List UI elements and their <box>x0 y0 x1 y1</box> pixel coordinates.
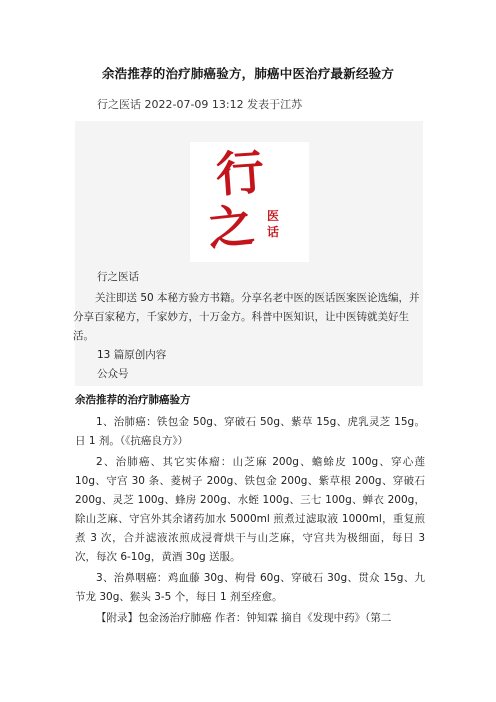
account-logo <box>190 142 309 262</box>
paragraph: 1、治肺癌：铁包金 50g、穿破石 50g、紫草 15g、虎乳灵芝 15g。日 1 剂。（《抗癌良方》） <box>75 416 425 447</box>
logo-char-2: 之 <box>205 197 257 257</box>
article-title: 余浩推荐的治疗肺癌验方，肺癌中医治疗最新经验方 <box>101 66 395 81</box>
account-description: 关注即送 50 本秘方验方书籍。分享名老中医的医话医案医论选编，并分享百家秘方，千家妙方，十万金方。科普中医知识，让中医铸就美好生活。 <box>73 292 420 342</box>
paragraph: 2、治肺癌、其它实体瘤：山芝麻 200g、蟾蜍皮 100g、穿心莲 10g、守宫 30 条、菱树子 200g、铁包金 200g、紫草根 200g、穿破石 200g、灵芝 100g、蜂房 200g、水蛭 100g、三七 100g、蝉衣 200g，除山芝麻、守宫外其余诸药加水 5000ml 煎煮过滤取液 1000ml，重复煎煮 3 次，合并滤液浓煎成浸膏烘干与山芝麻，守宫共为极细面，每日 3 次，每次 6-10g，黄酒 30g 送服。 <box>75 456 425 563</box>
article-meta[interactable]: 行之医话 2022-07-09 13:12 发表于江苏 <box>97 98 303 111</box>
article-body <box>75 391 425 628</box>
logo-char-1: 行 <box>214 144 266 204</box>
paragraph: 【附录】包金汤治疗肺癌 作者：钟知霖 摘自《发现中药》（第二 <box>96 612 392 624</box>
logo-small-text: 医话 <box>267 209 280 239</box>
account-name[interactable]: 行之医话 <box>97 271 139 283</box>
account-stats: 13 篇原创内容 <box>97 349 167 361</box>
section-heading: 余浩推荐的治疗肺癌验方 <box>75 394 191 406</box>
paragraph: 3、治鼻咽癌：鸡血藤 30g、枸骨 60g、穿破石 30g、贯众 15g、九节龙 30g、猴头 3-5 个，每日 1 剂至痊愈。 <box>75 572 425 603</box>
account-type: 公众号 <box>97 368 129 380</box>
account-card[interactable] <box>75 121 423 386</box>
